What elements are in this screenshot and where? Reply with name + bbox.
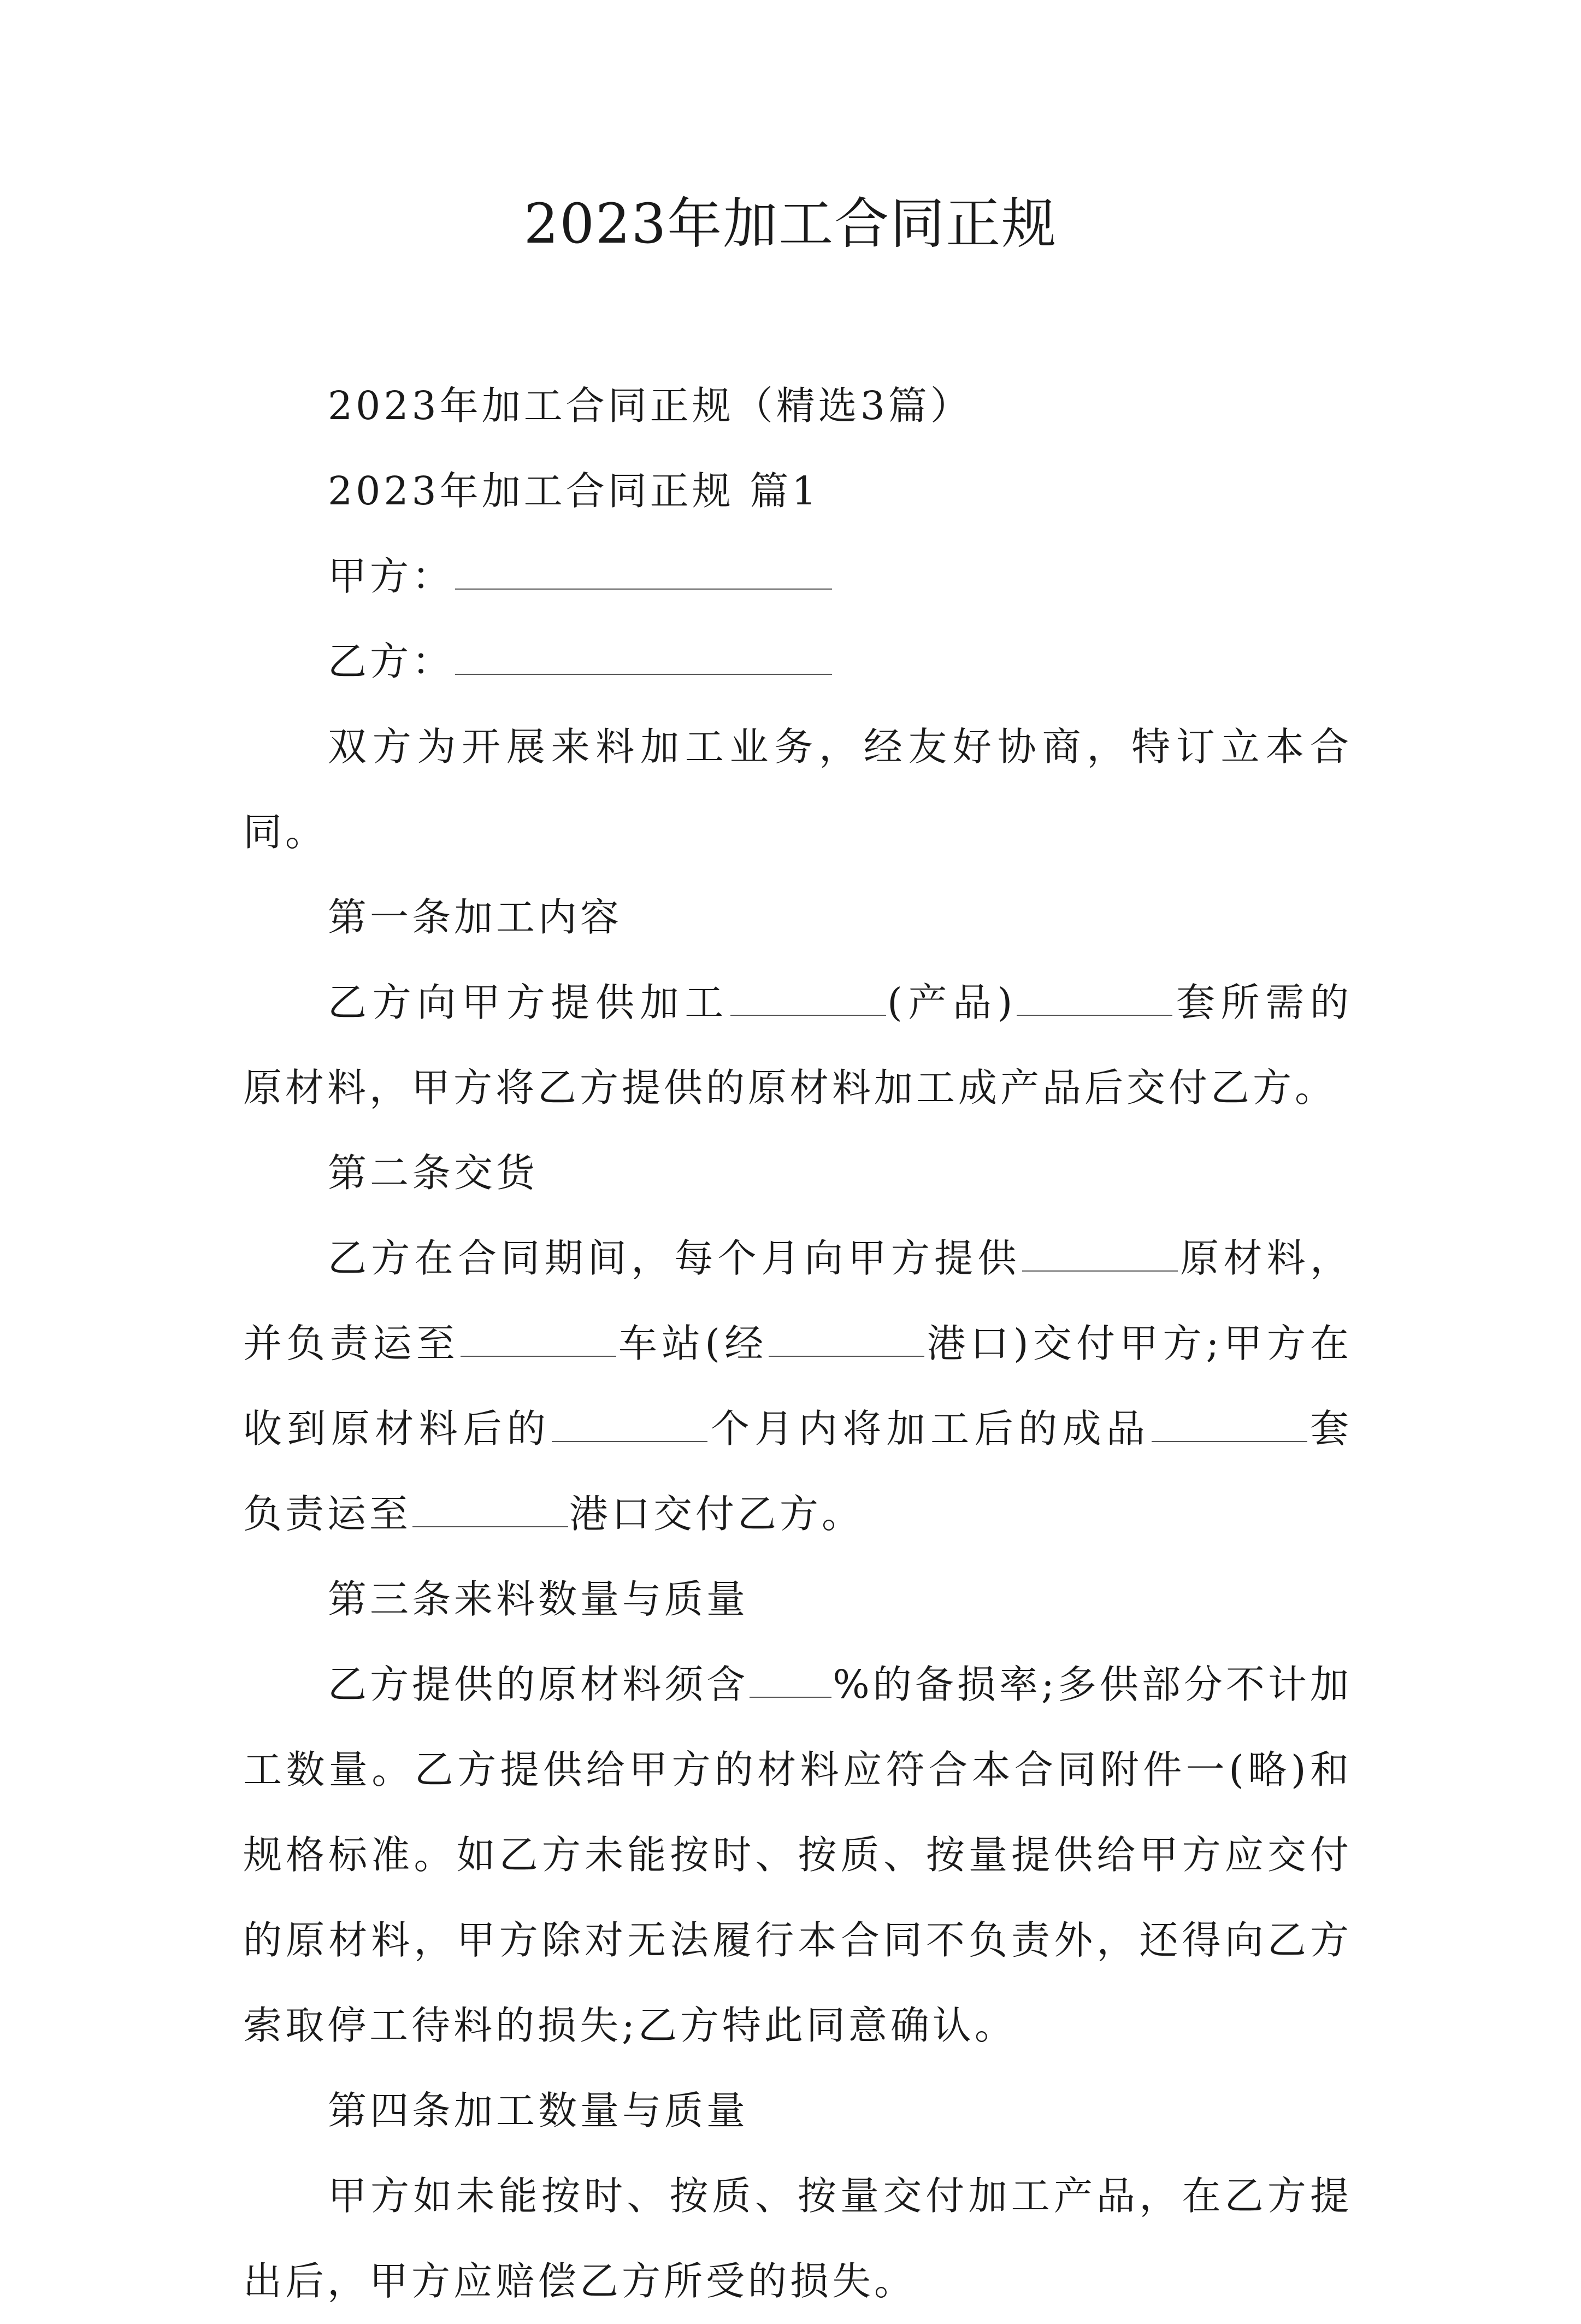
text-run: 乙方在合同期间，每个月向甲方提供 — [328, 1235, 1021, 1281]
text-run: 车站(经 — [617, 1321, 768, 1366]
article-1-heading: 第一条加工内容 — [328, 895, 623, 940]
fill-blank — [750, 1664, 831, 1698]
article-2-paragraph — [243, 1216, 1352, 1557]
document-subtitle: 2023年加工合同正规（精选3篇） — [328, 383, 972, 428]
party-a-blank — [455, 556, 832, 590]
text-run: 套所需的原材料，甲方将乙方提供的原材料加工成产品后交付乙方。 — [243, 980, 1352, 1110]
party-b-blank — [455, 641, 832, 675]
fill-blank — [552, 1408, 707, 1442]
section-heading: 2023年加工合同正规 篇1 — [328, 468, 820, 514]
text-run: 乙方提供的原材料须含 — [328, 1662, 749, 1707]
fill-blank — [1022, 1238, 1178, 1272]
text-run: 港口交付乙方。 — [569, 1491, 864, 1537]
text-run: 乙方向甲方提供加工 — [328, 980, 729, 1025]
article-3-paragraph — [243, 1642, 1352, 2068]
fill-blank — [769, 1323, 924, 1357]
text-run: (产品) — [887, 980, 1016, 1025]
fill-blank — [1152, 1408, 1307, 1442]
party-a-line — [243, 534, 1352, 619]
text-run: 原材料，并负责运至 — [243, 1235, 1352, 1366]
article-4-paragraph: 甲方如未能按时、按质、按量交付加工产品，在乙方提出后，甲方应赔偿乙方所受的损失。 — [243, 2173, 1352, 2304]
article-2-heading: 第二条交货 — [328, 1150, 539, 1196]
party-a-label: 甲方： — [328, 554, 455, 599]
fill-blank — [730, 982, 886, 1016]
party-b-line — [243, 619, 1352, 704]
fill-blank — [412, 1493, 568, 1527]
document-body — [243, 363, 1352, 2324]
text-run: 套负责运至 — [243, 1406, 1352, 1537]
article-1-paragraph — [243, 960, 1352, 1131]
document-title: 2023年加工合同正规 — [523, 192, 1058, 256]
fill-blank — [1017, 982, 1172, 1016]
article-4-heading: 第四条加工数量与质量 — [328, 2088, 749, 2133]
text-run: 个月内将加工后的成品 — [709, 1406, 1151, 1451]
text-run: %的备损率;多供部分不计加工数量。乙方提供给甲方的材料应符合本合同附件一(略)和规格标准。如乙方未能按时、按质、按量提供给甲方应交付的原材料，甲方除对无法履行本合同不负责外，还得向乙方索取停工待料的损失;乙方特此同意确认。 — [243, 1662, 1352, 2048]
party-b-label: 乙方： — [328, 639, 455, 684]
text-run: 港口)交付甲方;甲方在收到原材料后的 — [243, 1321, 1352, 1451]
fill-blank — [461, 1323, 616, 1357]
article-3-heading: 第三条来料数量与质量 — [328, 1576, 749, 1622]
intro-paragraph: 双方为开展来料加工业务，经友好协商，特订立本合同。 — [243, 724, 1352, 855]
